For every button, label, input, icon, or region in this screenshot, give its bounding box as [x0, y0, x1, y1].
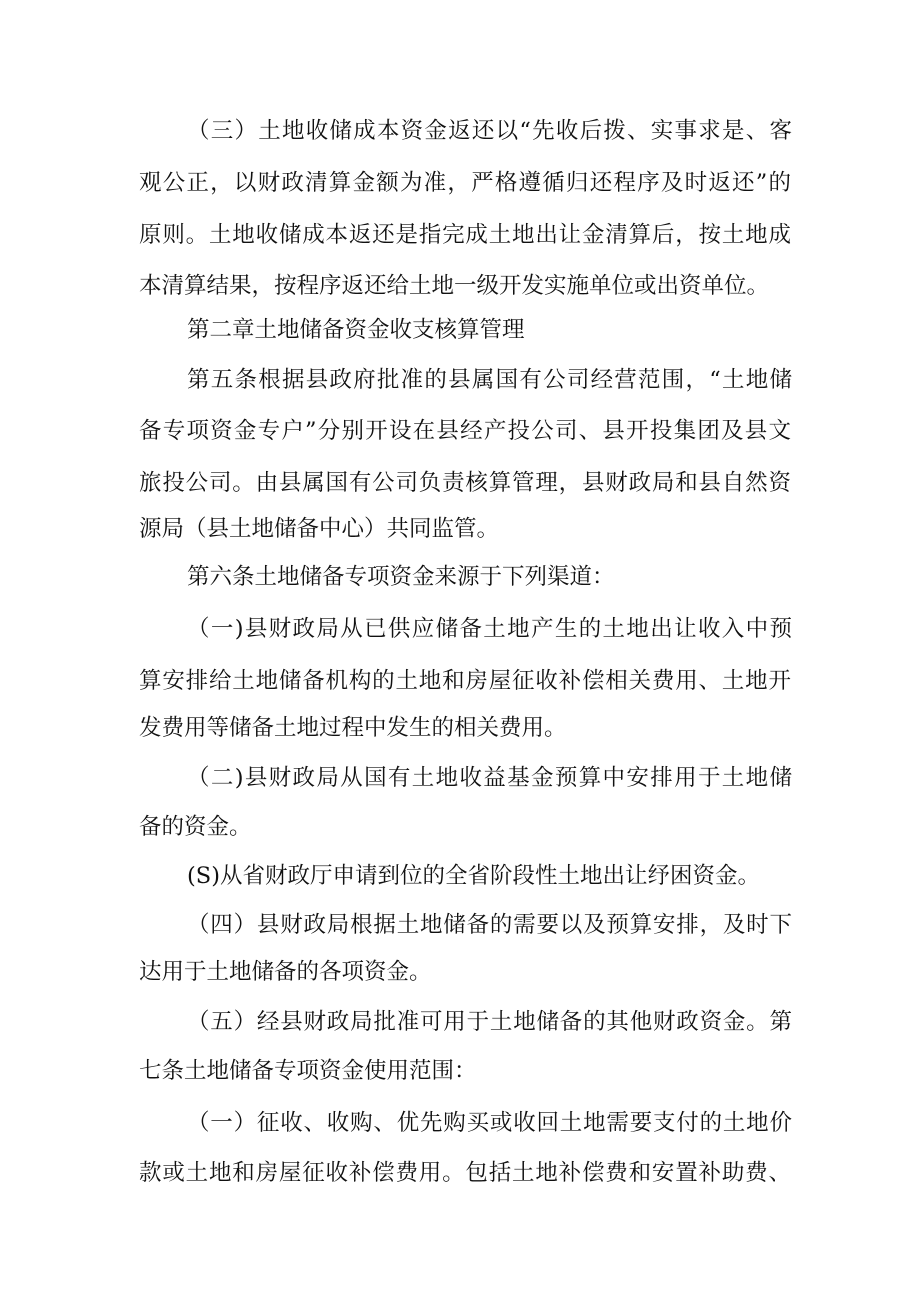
text-line: 备专项资金专户”分别开设在县经产投公司、县开投集团及县文	[139, 418, 791, 444]
text-line: （二)县财政局从国有土地收益基金预算中安排用于土地储	[187, 765, 792, 791]
text-line: (S)从省财政厅申请到位的全省阶段性土地出让纾困资金。	[187, 863, 760, 889]
text-line: 达用于土地储备的各项资金。	[139, 959, 432, 985]
text-line: （一)县财政局从已供应储备土地产生的土地出让收入中预	[187, 616, 792, 642]
text-line: 发费用等储备土地过程中发生的相关费用。	[139, 715, 567, 741]
text-line: 原则。土地收储成本返还是指完成土地出让金清算后，按土地成	[139, 222, 791, 248]
text-line: 源局（县土地储备中心）共同监管。	[139, 516, 500, 542]
text-line: 第六条土地储备专项资金来源于下列渠道：	[187, 564, 615, 590]
text-line: 备的资金。	[139, 814, 252, 840]
text-line: 旅投公司。由县属国有公司负责核算管理，县财政局和县自然资	[139, 470, 791, 496]
text-line: （一）征收、收购、优先购买或收回土地需要支付的土地价	[187, 1110, 792, 1136]
text-line: 款或土地和房屋征收补偿费用。包括土地补偿费和安置补助费、	[139, 1160, 791, 1186]
text-line: 第五条根据县政府批准的县属国有公司经营范围，“土地储	[187, 367, 792, 393]
text-line: 算安排给土地储备机构的土地和房屋征收补偿相关费用、土地开	[139, 668, 791, 694]
text-line: （三）土地收储成本资金返还以“先收后拨、实事求是、客	[187, 118, 792, 144]
chapter-heading: 第二章土地储备资金收支核算管理	[187, 317, 525, 343]
text-line: 观公正，以财政清算金额为准，严格遵循归还程序及时返还”的	[139, 170, 791, 196]
text-line: （五）经县财政局批准可用于土地储备的其他财政资金。第	[187, 1009, 792, 1035]
text-line: （四）县财政局根据土地储备的需要以及预算安排，及时下	[187, 912, 792, 938]
text-line: 七条土地储备专项资金使用范围：	[139, 1058, 477, 1084]
text-line: 本清算结果，按程序返还给土地一级开发实施单位或出资单位。	[139, 273, 770, 299]
